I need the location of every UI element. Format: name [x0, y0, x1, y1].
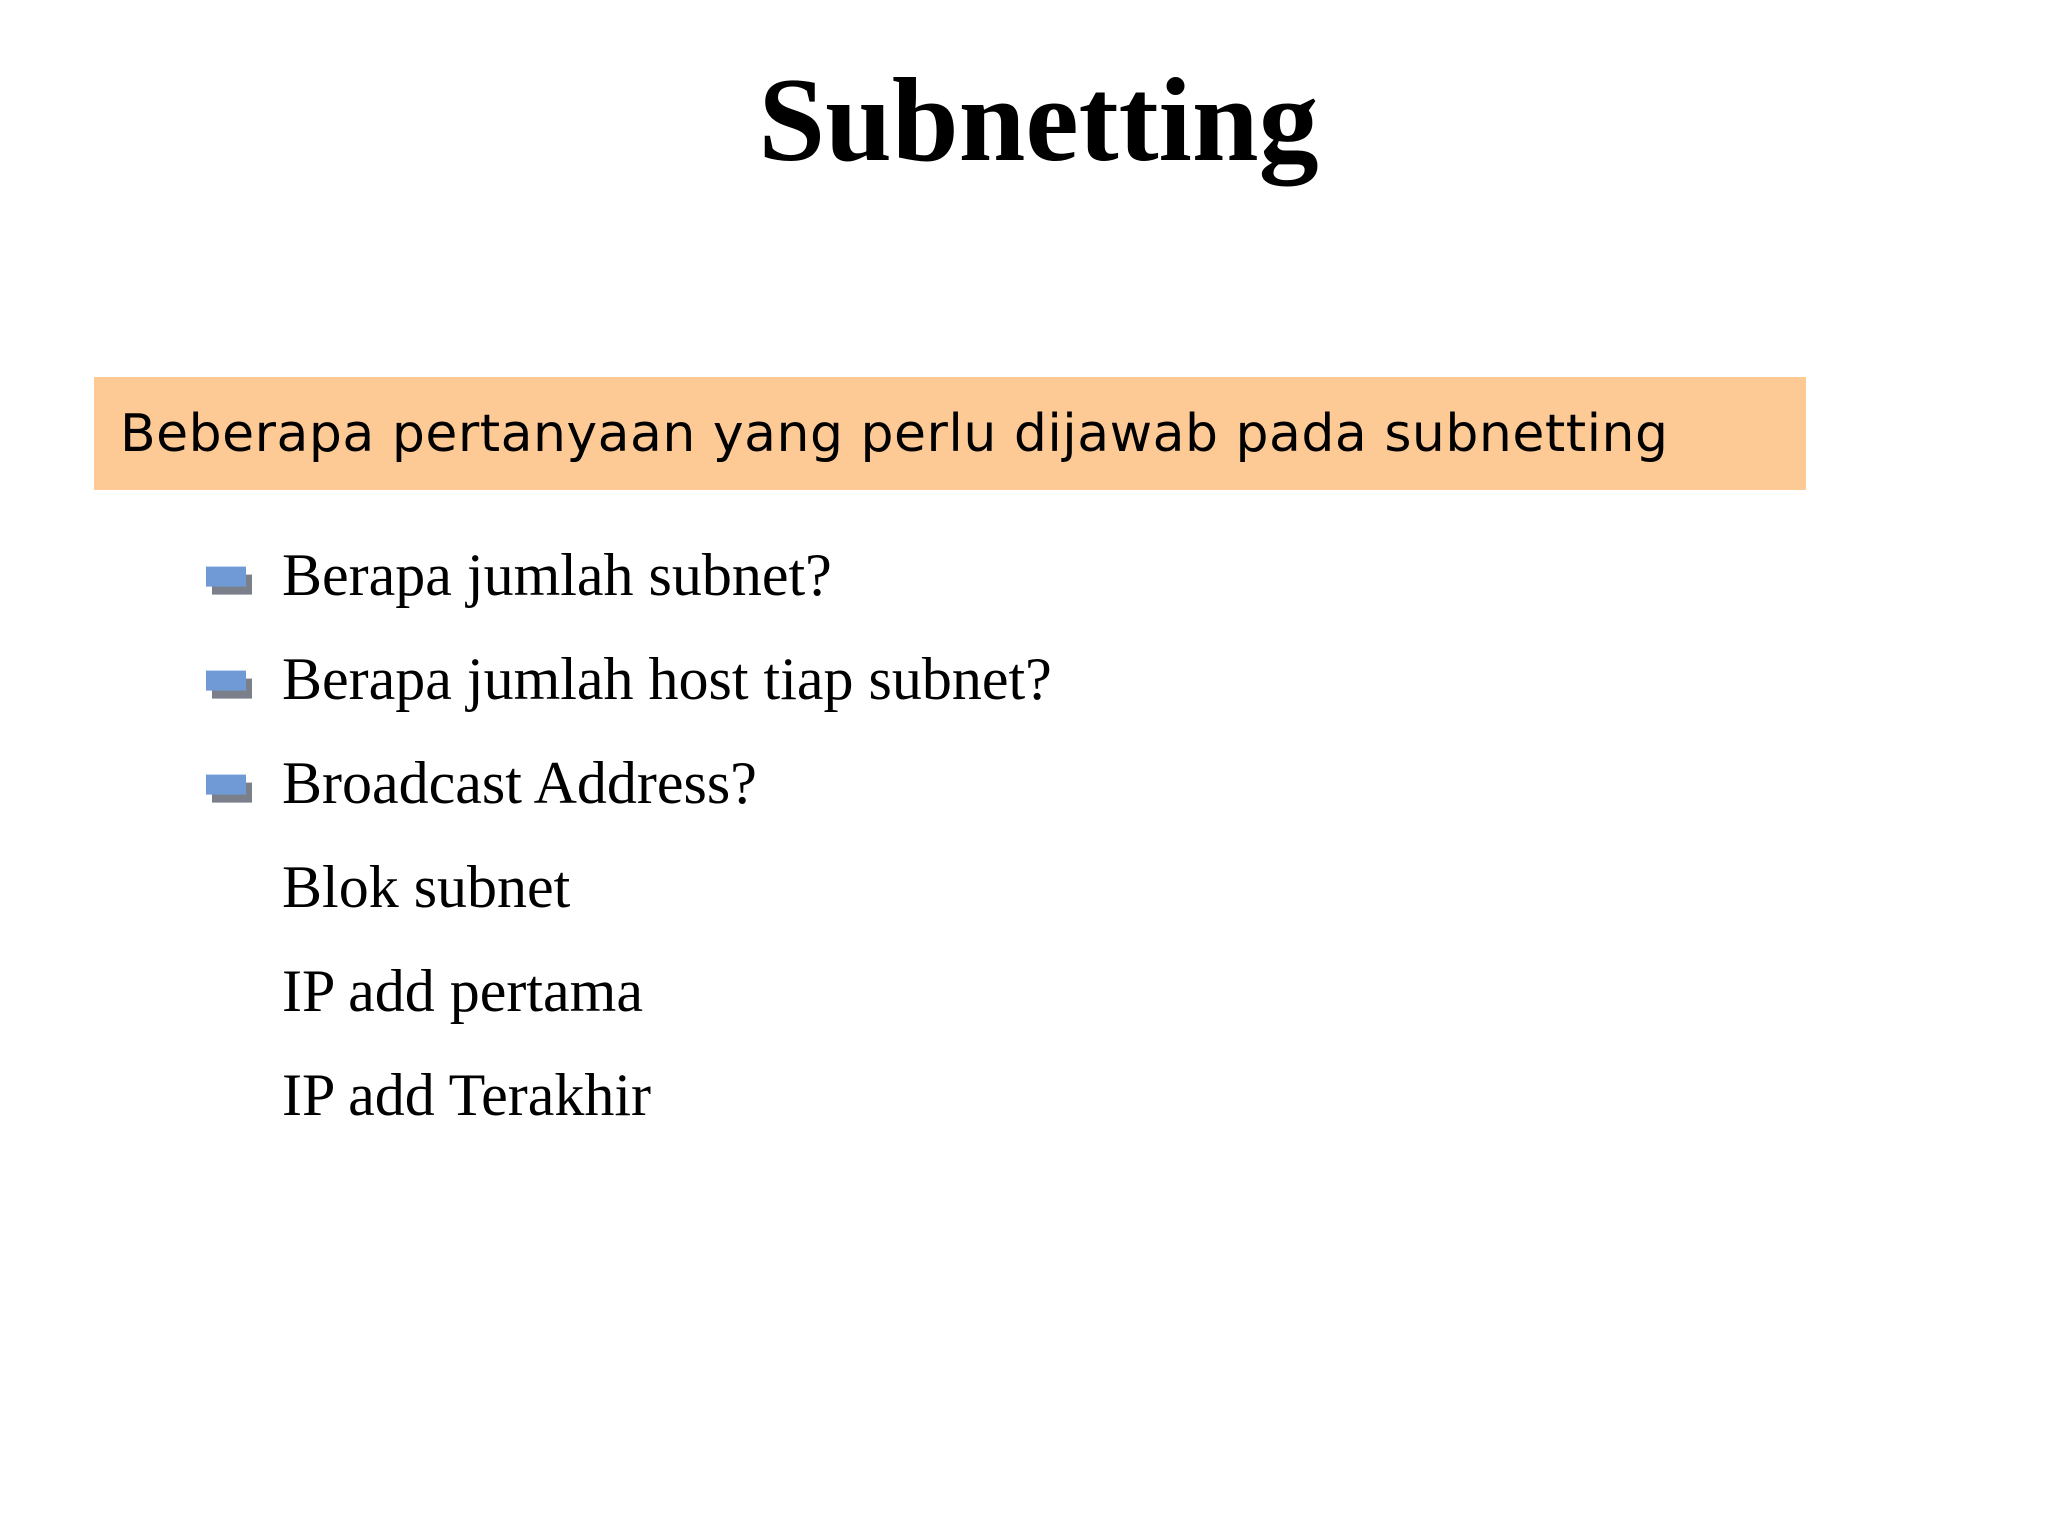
list-item-text: Berapa jumlah host tiap subnet? — [282, 645, 1052, 712]
list-item-text: Berapa jumlah subnet? — [282, 541, 832, 608]
bullet-icon — [206, 567, 252, 595]
slide-title: Subnetting — [758, 53, 1319, 186]
list-item-text: Blok subnet — [282, 853, 571, 920]
list-item-text: IP add pertama — [282, 957, 643, 1024]
list-item — [282, 738, 757, 828]
list-item — [282, 946, 643, 1036]
list-item — [282, 530, 832, 620]
bullet-icon — [206, 671, 252, 699]
list-item — [282, 1050, 651, 1140]
bullet-icon — [206, 775, 252, 803]
list-item — [282, 842, 570, 932]
highlight-text: Beberapa pertanyaan yang perlu dijawab pada subnetting — [120, 403, 1669, 464]
list-item-text: IP add Terakhir — [282, 1061, 652, 1128]
list-item — [282, 634, 1052, 724]
list-item-text: Broadcast Address? — [282, 749, 757, 816]
highlight-box — [94, 377, 1806, 490]
